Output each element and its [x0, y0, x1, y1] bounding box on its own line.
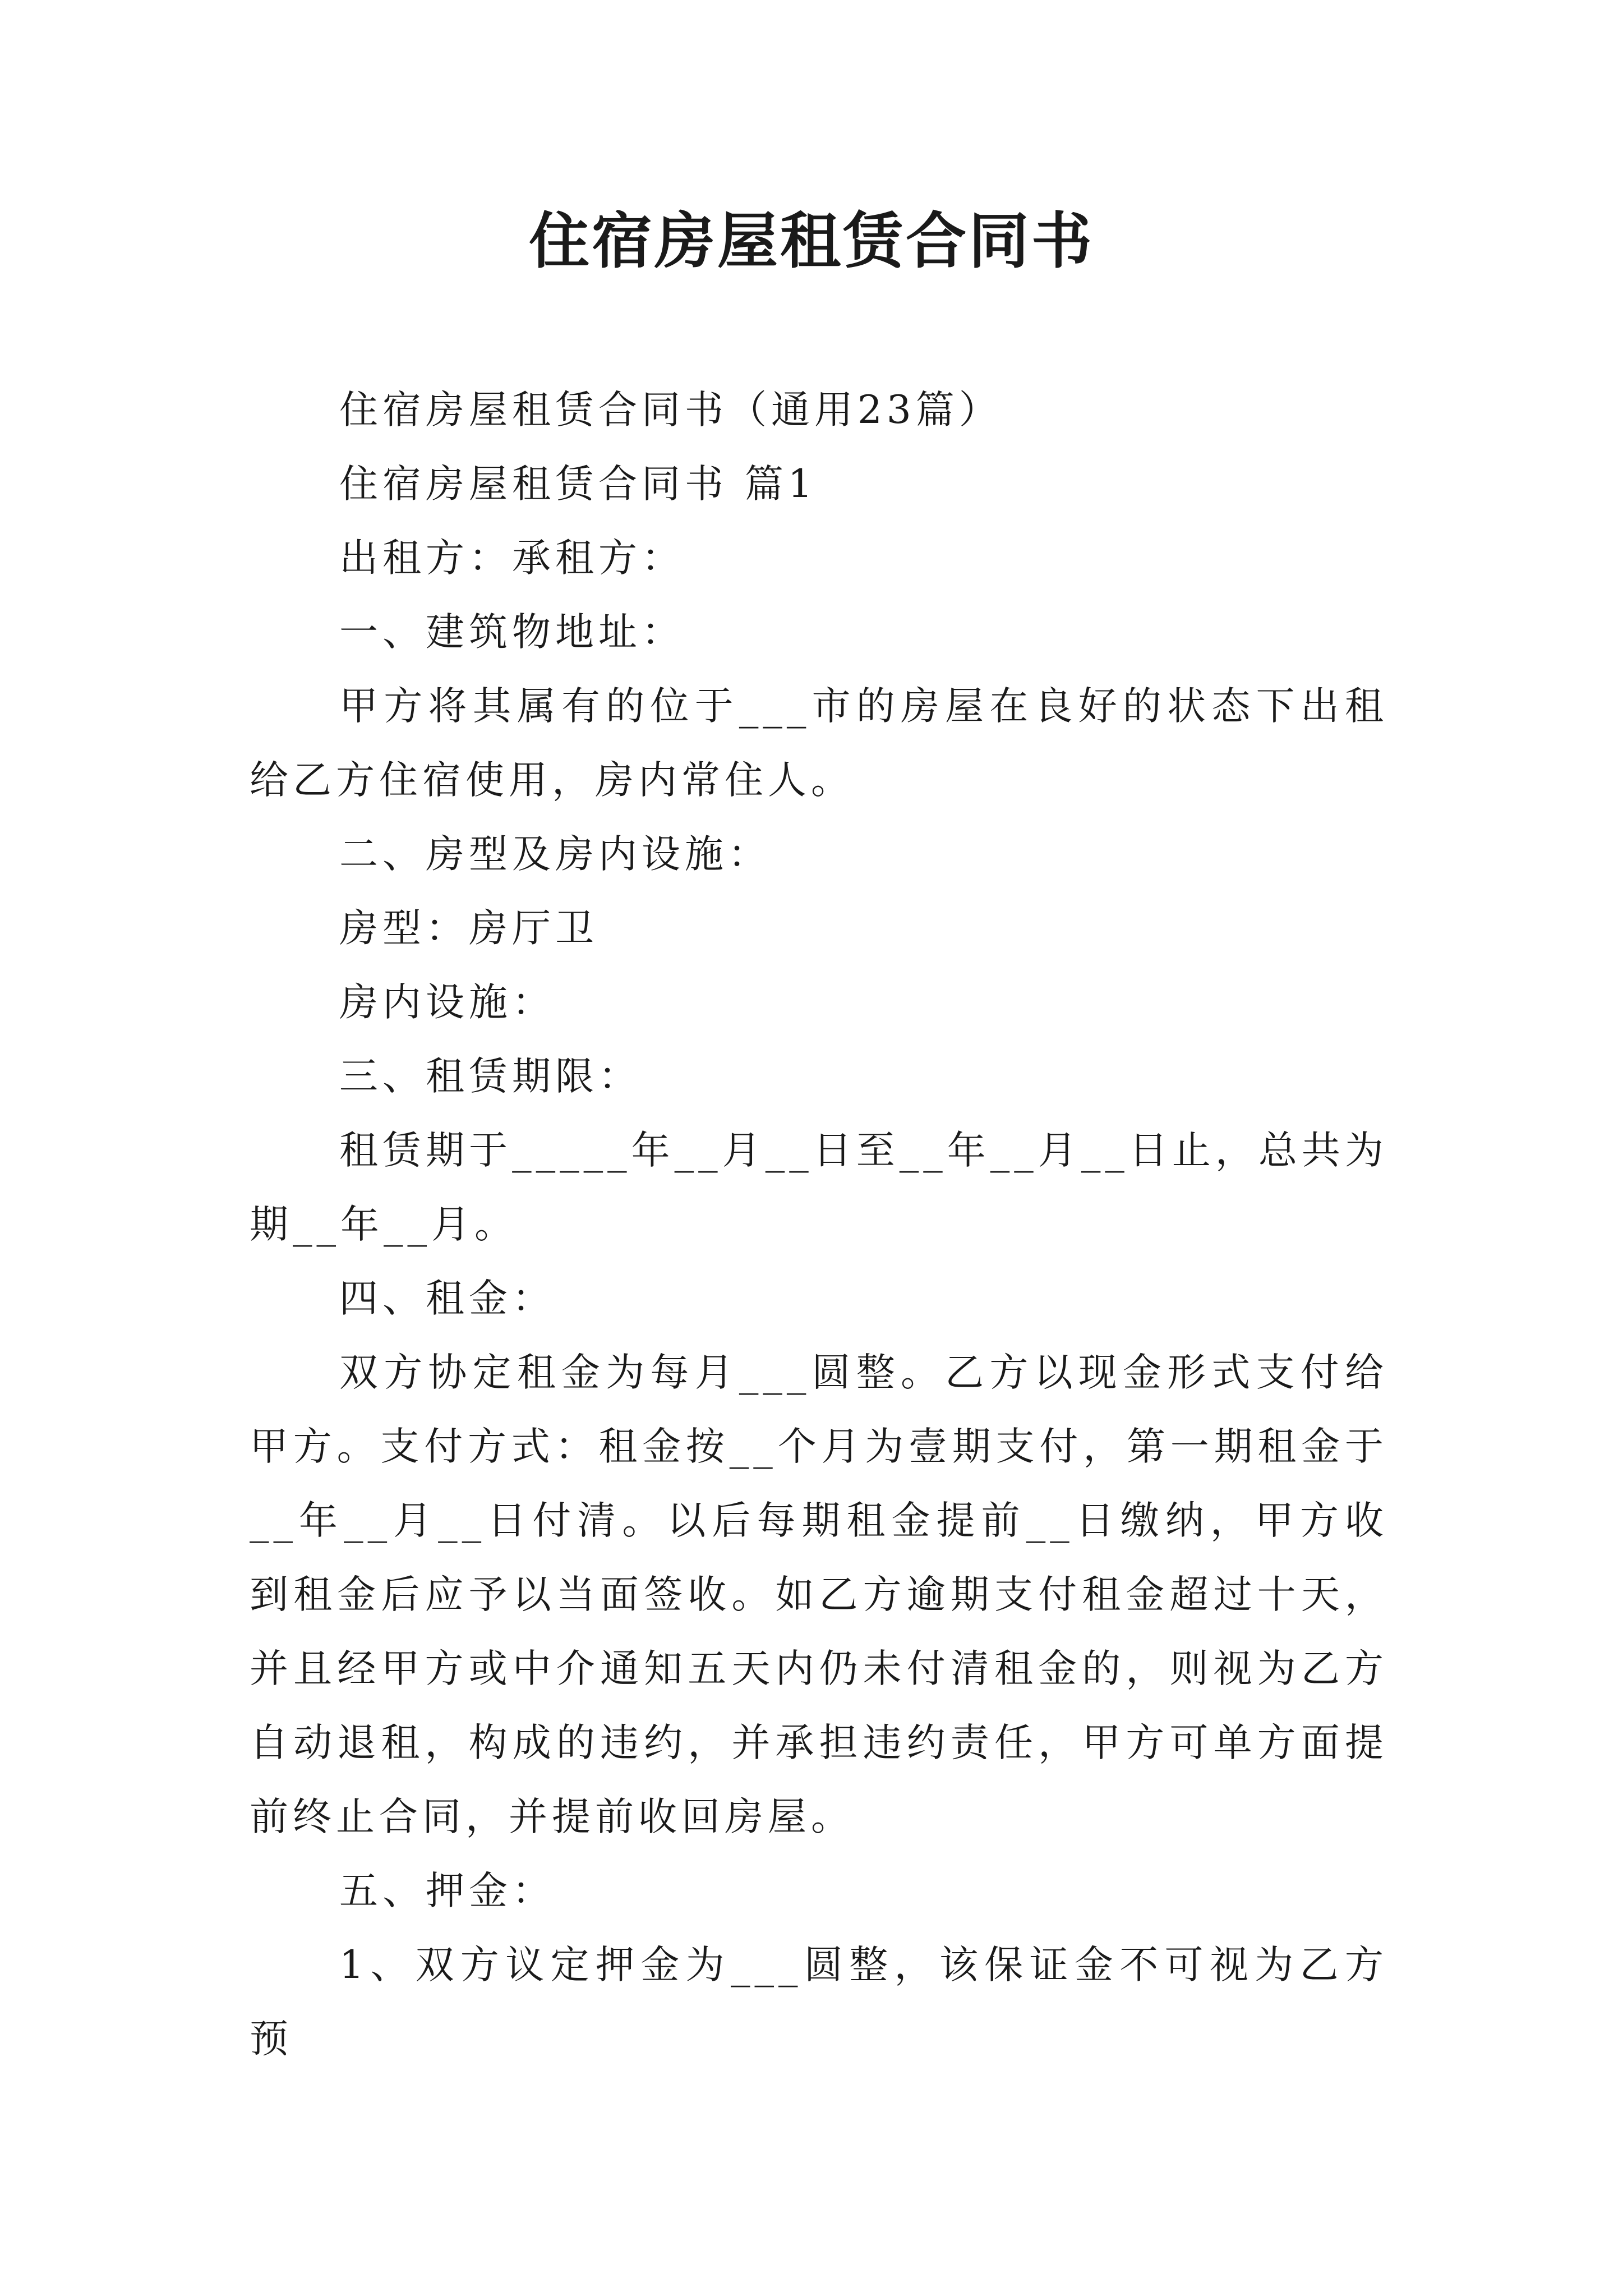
paragraph-parties: 出租方：承租方： — [339, 536, 685, 581]
paragraph-room-type: 房型：房厅卫 — [339, 906, 598, 951]
paragraph-subtitle: 住宿房屋租赁合同书（通用23篇） — [339, 388, 1002, 432]
paragraph-section-5-heading: 五、押金： — [339, 1869, 555, 1913]
paragraph-article-heading: 住宿房屋租赁合同书 篇1 — [339, 462, 817, 507]
paragraph-section-5-item-1: 1、双方议定押金为___圆整，该保证金不可视为乙方预 — [250, 1943, 1388, 2062]
paragraph-section-4-body: 双方协定租金为每月___圆整。乙方以现金形式支付给甲方。支付方式：租金按__个月为壹期支付，第一期租金于__年__月__日付清。以后每期租金提前__日缴纳，甲方收到租金后应予以当面签收。如乙方逾期支付租金超过十天，并且经甲方或中介通知五天内仍未付清租金的，则视为乙方自动退租，构成的违约，并承担违约责任，甲方可单方面提前终止合同，并提前收回房屋。 — [250, 1350, 1388, 1839]
paragraph-section-1-heading: 一、建筑物地址： — [339, 610, 685, 655]
paragraph-section-3-heading: 三、租赁期限： — [339, 1054, 642, 1099]
paragraph-section-1-body: 甲方将其属有的位于___市的房屋在良好的状态下出租给乙方住宿使用，房内常住人。 — [250, 684, 1388, 803]
paragraph-room-facilities: 房内设施： — [339, 980, 555, 1025]
paragraph-section-3-body: 租赁期于_____年__月__日至__年__月__日止，总共为期__年__月。 — [250, 1128, 1388, 1247]
document-body — [250, 373, 1388, 2076]
paragraph-section-2-heading: 二、房型及房内设施： — [339, 832, 771, 877]
paragraph-section-4-heading: 四、租金： — [339, 1276, 555, 1321]
document-title: 住宿房屋租赁合同书 — [528, 206, 1094, 277]
